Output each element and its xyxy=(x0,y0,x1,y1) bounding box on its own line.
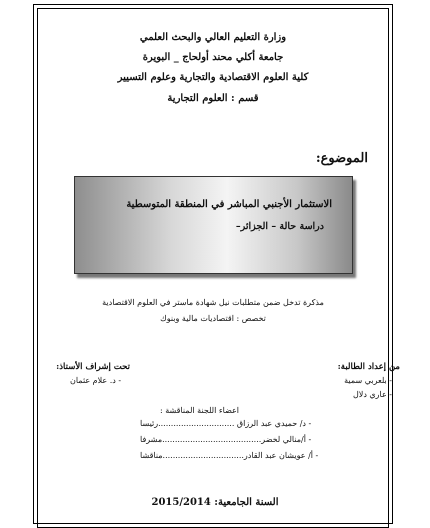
supervisor-name: - د. علام عثمان xyxy=(70,376,122,385)
committee-member-2: - أ/منالي لخضر.......................................مشرفا xyxy=(140,435,312,444)
university-line: جامعة أكلي محند أولحاج _ البويرة xyxy=(142,52,284,63)
committee-member-3: - أ/ عويشان عبد القادر................................مناقشا xyxy=(140,451,319,460)
subject-label: الموضوع: xyxy=(315,151,368,166)
student-name-1: - بلعربي سمية xyxy=(344,376,392,385)
thesis-purpose: مذكرة تدخل ضمن متطلبات نيل شهادة ماستر في العلوم الاقتصادية xyxy=(102,298,324,307)
case-study-line: دراسة حالة – الجزائر– xyxy=(235,221,324,232)
committee-label: اعضاء اللجنة المناقشة : xyxy=(160,406,240,415)
students-label: من إعداد الطالبة: xyxy=(337,362,400,372)
thesis-specialty: تخصص : اقتصاديات مالية وبنوك xyxy=(160,314,266,323)
department-line: قسم : العلوم التجارية xyxy=(167,93,259,104)
academic-year: السنة الجامعية: 2015/2014 xyxy=(151,497,279,508)
committee-member-1: - د/ حميدي عبد الرزاق ..............................رئيسا xyxy=(140,419,312,428)
student-name-2: - عاري دلال xyxy=(352,390,392,399)
supervisor-label: تحت إشراف الأستاذ: xyxy=(56,362,130,372)
thesis-title: الاستثمار الأجنبي المباشر في المنطقة المتوسطية xyxy=(126,199,332,210)
ministry-line: وزارة التعليم العالي والبحث العلمي xyxy=(139,32,287,43)
faculty-line: كلية العلوم الاقتصادية والتجارية وعلوم التسيير xyxy=(117,72,309,83)
subject-banner xyxy=(74,176,353,274)
